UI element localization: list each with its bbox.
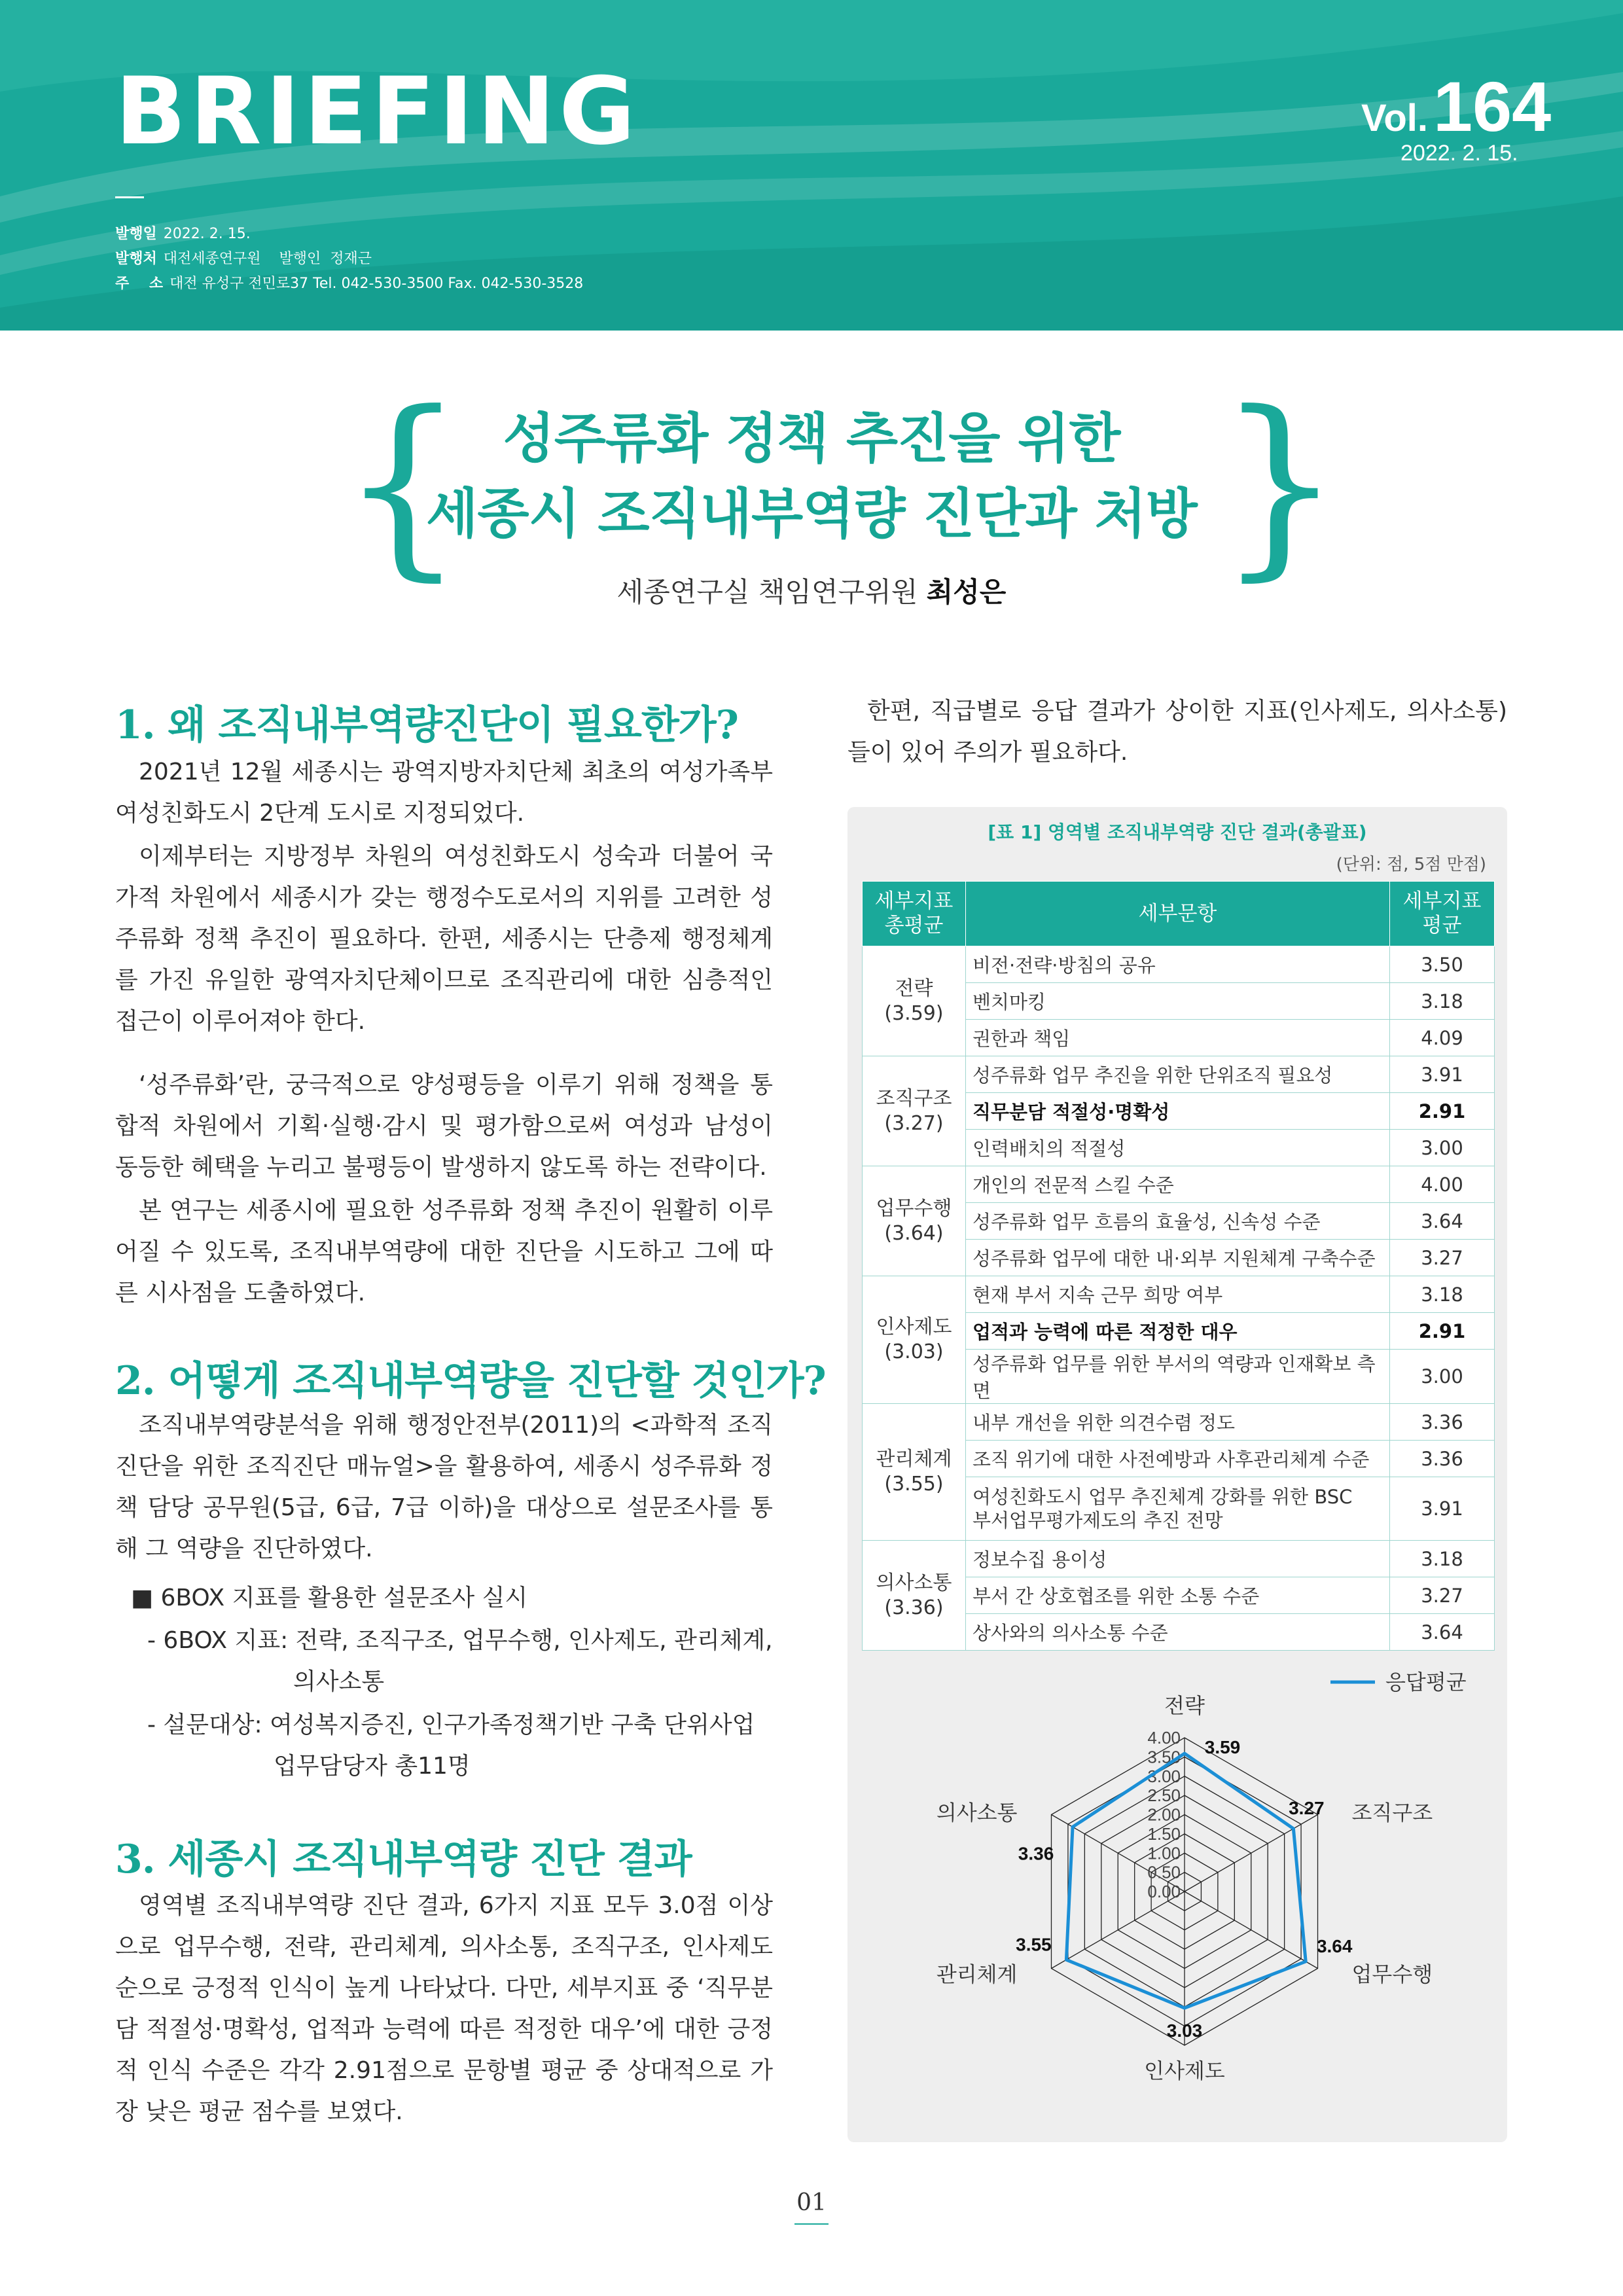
category-cell: 의사소통 (3.36): [863, 1541, 966, 1651]
item-cell: 조직 위기에 대한 사전예방과 사후관리체계 수준: [966, 1441, 1390, 1477]
score-cell: 3.27: [1390, 1240, 1495, 1276]
col-header-item-avg: 세부지표 평균: [1390, 882, 1495, 946]
issue-date: 2022. 2. 15.: [1400, 141, 1518, 166]
right-intro-para: 한편, 직급별로 응답 결과가 상이한 지표(인사제도, 의사소통) 들이 있어 주의가 필요하다.: [847, 698, 1507, 766]
table-row: [863, 1541, 1495, 1577]
meta-publisher: [115, 247, 372, 268]
item-cell: 여성친화도시 업무 추진체계 강화를 위한 BSC 부서업무평가제도의 추진 전망: [966, 1477, 1390, 1541]
category-cell: 조직구조 (3.27): [863, 1056, 966, 1166]
score-cell: 3.64: [1390, 1614, 1495, 1651]
table-row: [863, 946, 1495, 983]
radar-grid: [1051, 1738, 1317, 2045]
table-unit-note: (단위: 점, 5점 만점): [1336, 855, 1486, 874]
brand-logo: BRIEFING: [115, 58, 639, 166]
score-cell: 3.50: [1390, 946, 1495, 983]
byline-role: 세종연구실 책임연구위원: [616, 576, 918, 608]
item-cell: 성주류화 업무 추진을 위한 단위조직 필요성: [966, 1056, 1390, 1093]
section-1-para-1: 2021년 12월 세종시는 광역지방자치단체 최초의 여성가족부 여성친화도시 2단계 도시로 지정되었다.: [115, 759, 773, 827]
radar-tick-label: 1.50: [1147, 1823, 1181, 1844]
meta-value: 대전세종연구원 발행인 정재근: [163, 251, 372, 267]
item-cell: 비전·전략·방침의 공유: [966, 946, 1390, 983]
score-cell: 3.91: [1390, 1056, 1495, 1093]
meta-value: 대전 유성구 전민로37 Tel. 042-530-3500 Fax. 042-530-3528: [169, 276, 584, 292]
radar-axis-label: 조직구조: [1351, 1800, 1433, 1825]
radar-tick-label: 1.00: [1147, 1843, 1181, 1863]
section-1-para-4: 본 연구는 세종시에 필요한 성주류화 정책 추진이 원활히 이루어질 수 있도록, 조직내부역량에 대한 진단을 시도하고 그에 따른 시사점을 도출하였다.: [115, 1197, 773, 1306]
table-caption: [표 1] 영역별 조직내부역량 진단 결과(총괄표): [988, 821, 1367, 843]
section-2-para: 조직내부역량분석을 위해 행정안전부(2011)의 <과학적 조직진단을 위한 조직진단 매뉴얼>을 활용하여, 세종시 성주류화 정책 담당 공무원(5급, 6급, 7급 이하)을 대상으로 설문조사를 통해 그 역량을 진단하였다.: [115, 1412, 773, 1562]
radar-value-label: 3.59: [1204, 1737, 1241, 1758]
radar-tick-label: 3.50: [1147, 1747, 1181, 1767]
radar-value-label: 3.27: [1289, 1797, 1325, 1818]
meta-label: 주 소: [115, 276, 164, 292]
item-cell: 내부 개선을 위한 의견수렴 정도: [966, 1404, 1390, 1441]
radar-series-line: [1066, 1753, 1306, 2008]
table-row: [863, 1404, 1495, 1441]
results-table: [862, 881, 1495, 1651]
table-row: [863, 1276, 1495, 1313]
radar-ticks: [1147, 1728, 1181, 1901]
vol-label: Vol.: [1361, 97, 1429, 139]
sub-item-indicators: - 6BOX 지표: 전략, 조직구조, 업무수행, 인사제도, 관리체계,: [147, 1627, 773, 1654]
title-line-2: 세종시 조직내부역량 진단과 처방: [426, 483, 1197, 545]
item-cell: 벤치마킹: [966, 983, 1390, 1020]
radar-value-label: 3.55: [1016, 1934, 1052, 1955]
section-1-para-3: ‘성주류화’란, 궁극적으로 양성평등을 이루기 위해 정책을 통합적 차원에서 기획·실행·감시 및 평가함으로써 여성과 남성이 동등한 혜택을 누리고 불평등이 발생하지 않도록 하는 전략이다.: [115, 1071, 773, 1181]
title-line-1: 성주류화 정책 추진을 위한: [503, 408, 1120, 470]
section-1-heading: 1. 왜 조직내부역량진단이 필요한가?: [115, 702, 738, 748]
item-cell: 성주류화 업무를 위한 부서의 역량과 인재확보 측면: [966, 1350, 1390, 1404]
author-name: 최성은: [926, 576, 1007, 608]
legend-label: 응답평균: [1385, 1670, 1467, 1695]
score-cell: 4.09: [1390, 1020, 1495, 1056]
score-cell: 3.18: [1390, 1541, 1495, 1577]
col-header-item: 세부문항: [966, 882, 1390, 946]
byline: [0, 571, 1623, 610]
category-cell: 업무수행 (3.64): [863, 1166, 966, 1276]
radar-axis-label: 관리체계: [936, 1962, 1018, 1987]
bullet-6box: ■ 6BOX 지표를 활용한 설문조사 실시: [131, 1585, 528, 1611]
item-cell: 성주류화 업무에 대한 내·외부 지원체계 구축수준: [966, 1240, 1390, 1276]
radar-chart: [847, 1659, 1507, 2140]
section-1-para-2: 이제부터는 지방정부 차원의 여성친화도시 성숙과 더불어 국가적 차원에서 세종시가 갖는 행정수도로서의 지위를 고려한 성주류화 정책 추진이 필요하다. 한편, 세종시는 단층제 행정체계를 가진 유일한 광역자치단체이므로 조직관리에 대한 심층적인 접근이 이루어져야 한다.: [115, 843, 773, 1035]
score-cell: 3.00: [1390, 1130, 1495, 1166]
page-number-underline: [794, 2223, 829, 2225]
radar-axis-label: 인사제도: [1144, 2058, 1225, 2083]
score-cell: 3.64: [1390, 1203, 1495, 1240]
category-cell: 관리체계 (3.55): [863, 1404, 966, 1541]
radar-axis-label: 의사소통: [936, 1800, 1018, 1825]
meta-address: [115, 272, 583, 293]
category-cell: 인사제도 (3.03): [863, 1276, 966, 1404]
meta-label: 발행처: [115, 251, 157, 267]
radar-axis-label: 업무수행: [1351, 1962, 1433, 1987]
radar-tick-label: 3.00: [1147, 1766, 1181, 1786]
item-cell: 성주류화 업무 흐름의 효율성, 신속성 수준: [966, 1203, 1390, 1240]
item-cell: 개인의 전문적 스킬 수준: [966, 1166, 1390, 1203]
meta-label: 발행일: [115, 226, 157, 242]
score-cell: 3.18: [1390, 983, 1495, 1020]
volume-number: [1361, 65, 1551, 147]
score-cell: 2.91: [1390, 1093, 1495, 1130]
radar-value-label: 3.64: [1316, 1935, 1353, 1956]
score-cell: 3.91: [1390, 1477, 1495, 1541]
sub-item-respondents: - 설문대상: 여성복지증진, 인구가족정책기반 구축 단위사업: [147, 1712, 755, 1738]
page-number: 01: [796, 2189, 827, 2216]
score-cell: 3.18: [1390, 1276, 1495, 1313]
col-header-category-avg: 세부지표 총평균: [863, 882, 966, 946]
table-header-row: [863, 882, 1495, 946]
meta-publish-date: [115, 223, 251, 243]
item-cell: 상사와의 의사소통 수준: [966, 1614, 1390, 1651]
item-cell: 권한과 책임: [966, 1020, 1390, 1056]
item-cell: 정보수집 용이성: [966, 1541, 1390, 1577]
table-row: [863, 1056, 1495, 1093]
item-cell: 현재 부서 지속 근무 희망 여부: [966, 1276, 1390, 1313]
item-cell: 부서 간 상호협조를 위한 소통 수준: [966, 1577, 1390, 1614]
score-cell: 2.91: [1390, 1313, 1495, 1350]
radar-tick-label: 4.00: [1147, 1728, 1181, 1748]
sub-item-indicators-cont: 의사소통: [293, 1668, 385, 1695]
category-cell: 전략 (3.59): [863, 946, 966, 1056]
section-3-para: 영역별 조직내부역량 진단 결과, 6가지 지표 모두 3.0점 이상으로 업무수행, 전략, 관리체계, 의사소통, 조직구조, 인사제도 순으로 긍정적 인식이 높게 나타났다. 다만, 세부지표 중 ‘직무분담 적절성·명확성, 업적과 능력에 따른 적정한 대우’에 대한 긍정적 인식 수준은 각각 2.91점으로 문항별 평균 중 상대적으로 가장 낮은 평균 점수를 보였다.: [115, 1892, 773, 2125]
radar-tick-label: 2.50: [1147, 1785, 1181, 1806]
score-cell: 4.00: [1390, 1166, 1495, 1203]
brace-right: }: [1217, 370, 1342, 598]
score-cell: 3.36: [1390, 1404, 1495, 1441]
score-cell: 3.00: [1390, 1350, 1495, 1404]
radar-series: [1066, 1753, 1306, 2008]
radar-axis-label: 전략: [1164, 1693, 1205, 1718]
item-cell: 업적과 능력에 따른 적정한 대우: [966, 1313, 1390, 1350]
score-cell: 3.36: [1390, 1441, 1495, 1477]
sub-item-respondents-cont: 업무담당자 총11명: [274, 1753, 471, 1780]
meta-value: 2022. 2. 15.: [163, 226, 251, 242]
item-cell: 인력배치의 적절성: [966, 1130, 1390, 1166]
score-cell: 3.27: [1390, 1577, 1495, 1614]
vol-number: 164: [1433, 67, 1552, 146]
section-3-heading: 3. 세종시 조직내부역량 진단 결과: [115, 1837, 692, 1882]
brace-left: {: [340, 370, 465, 598]
radar-value-label: 3.36: [1018, 1843, 1054, 1864]
item-cell: 직무분담 적절성·명확성: [966, 1093, 1390, 1130]
section-2-heading: 2. 어떻게 조직내부역량을 진단할 것인가?: [115, 1358, 826, 1404]
radar-value-label: 3.03: [1166, 2020, 1203, 2041]
radar-tick-label: 0.50: [1147, 1862, 1181, 1882]
table-row: [863, 1166, 1495, 1203]
header-divider: [115, 196, 144, 198]
radar-legend: [1330, 1670, 1467, 1695]
radar-tick-label: 0.00: [1147, 1882, 1181, 1901]
radar-tick-label: 2.00: [1147, 1804, 1181, 1825]
table-body: [863, 946, 1495, 1651]
